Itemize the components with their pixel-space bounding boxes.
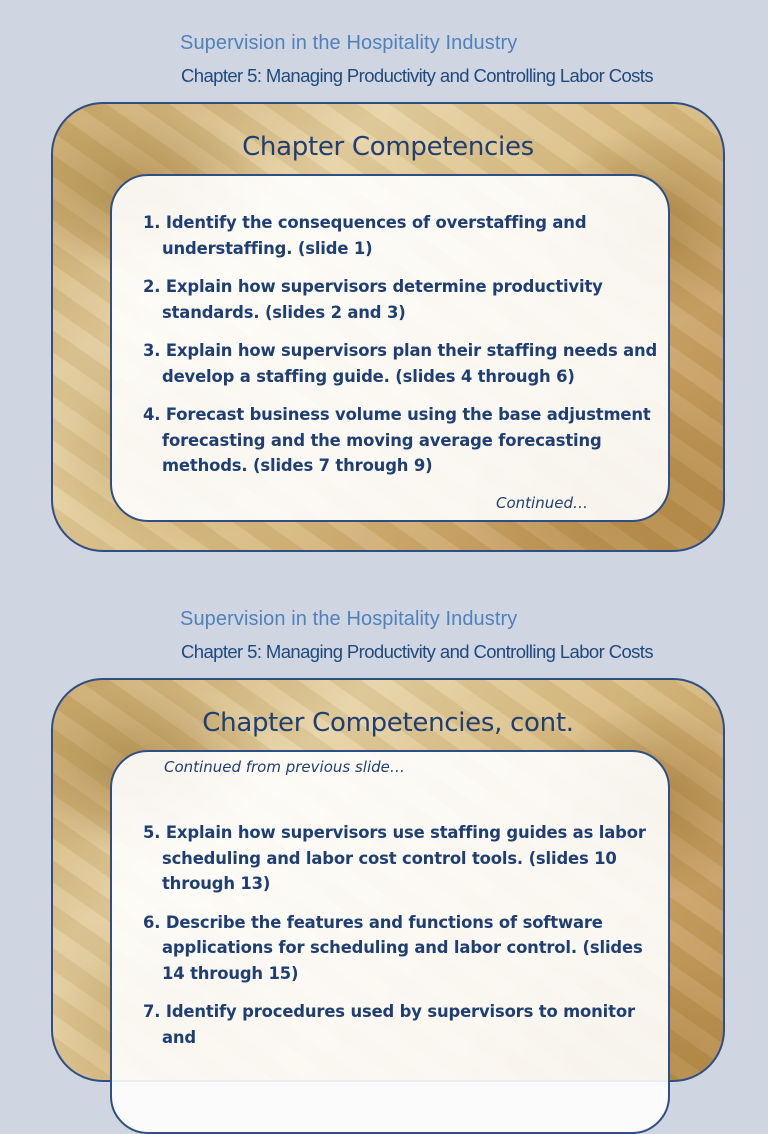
slide-title: Chapter Competencies, cont. xyxy=(202,708,574,738)
list-item: 6. Describe the features and functions of software applications for scheduling and labor control. (slides 14 through 15) xyxy=(143,912,643,983)
competency-list xyxy=(143,820,658,1063)
list-item: 4. Forecast business volume using the base adjustment forecasting and the moving average forecasting methods. (slides 7 through 9) xyxy=(143,405,651,475)
competencies-box xyxy=(110,174,670,522)
book-title: Supervision in the Hospitality Industry xyxy=(180,608,518,630)
chapter-subtitle: Chapter 5: Managing Productivity and Controlling Labor Costs xyxy=(181,641,654,662)
competencies-box xyxy=(110,750,670,1134)
continued-note: Continued… xyxy=(496,494,588,512)
book-title: Supervision in the Hospitality Industry xyxy=(180,32,518,54)
chapter-subtitle: Chapter 5: Managing Productivity and Controlling Labor Costs xyxy=(181,65,654,86)
continued-from-note: Continued from previous slide… xyxy=(164,758,405,776)
slide-1 xyxy=(51,102,725,552)
list-item: 1. Identify the consequences of overstaffing and understaffing. (slide 1) xyxy=(143,213,587,258)
competency-list xyxy=(143,210,658,492)
slide-2 xyxy=(51,678,725,1082)
list-item: 3. Explain how supervisors plan their staffing needs and develop a staffing guide. (slides 4 through 6) xyxy=(143,341,658,386)
list-item: 2. Explain how supervisors determine productivity standards. (slides 2 and 3) xyxy=(143,277,603,322)
list-item: 7. Identify procedures used by supervisors to monitor and xyxy=(143,1002,635,1047)
slide-title: Chapter Competencies xyxy=(242,132,534,162)
list-item: 5. Explain how supervisors use staffing guides as labor scheduling and labor cost control tools. (slides 10 through 13) xyxy=(143,823,646,893)
